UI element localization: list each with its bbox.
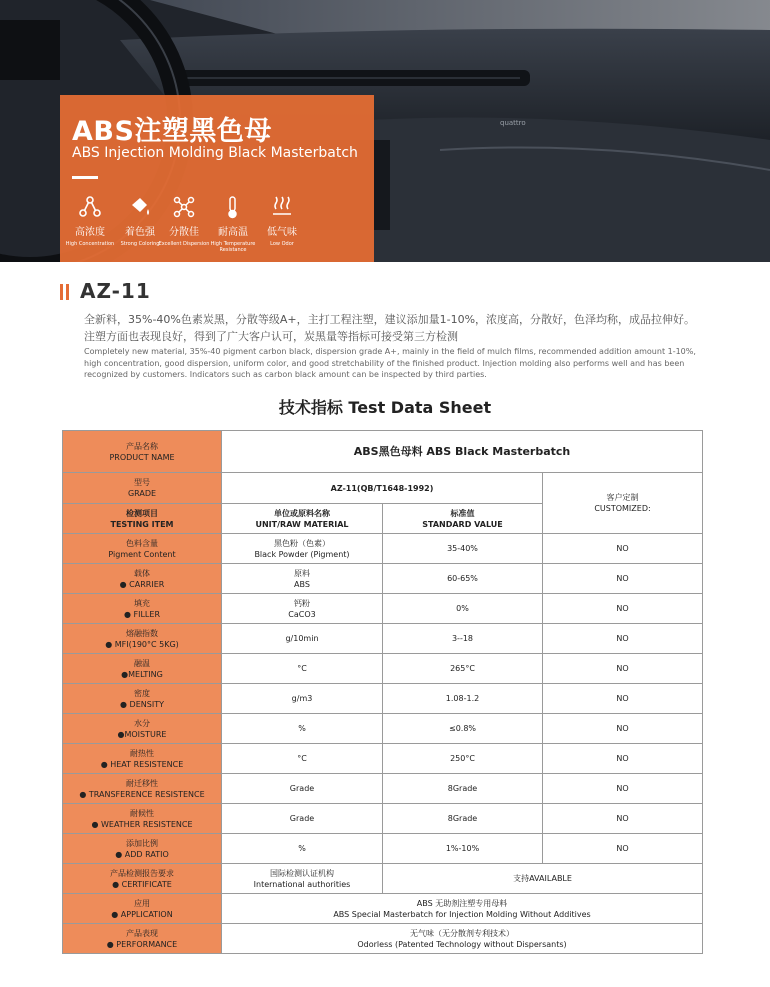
product-model: AZ-11 (80, 279, 151, 303)
standard-header: 标准值 STANDARD VALUE (383, 504, 543, 534)
row-unit: g/10min (222, 624, 383, 654)
row-unit: °C (222, 654, 383, 684)
table-row (63, 473, 703, 504)
row-label: 耐热性 ● HEAT RESISTENCE (63, 744, 222, 774)
table-row (63, 564, 703, 594)
title-panel (60, 95, 374, 262)
row-label: 熔融指数 ● MFI(190°C 5KG) (63, 624, 222, 654)
feature-strong-coloring: 着色强 Strong Coloring (110, 195, 170, 247)
row-standard-value: 35-40% (383, 534, 543, 564)
row-standard-value: 265°C (383, 654, 543, 684)
row-customized-value: NO (543, 774, 703, 804)
table-row (63, 714, 703, 744)
application-label: 应用 ● APPLICATION (63, 894, 222, 924)
dash-badge: quattro (500, 119, 526, 127)
table-row (63, 774, 703, 804)
grade-value: AZ-11(QB/T1648-1992) (222, 473, 543, 504)
table-row (63, 924, 703, 954)
product-name-label: 产品名称 PRODUCT NAME (63, 431, 222, 473)
row-label: 添加比例 ● ADD RATIO (63, 834, 222, 864)
model-marker (60, 284, 63, 300)
row-label: 耐候性 ● WEATHER RESISTENCE (63, 804, 222, 834)
table-row (63, 684, 703, 714)
table-row (63, 834, 703, 864)
table-row (63, 624, 703, 654)
row-customized-value: NO (543, 564, 703, 594)
row-unit: g/m3 (222, 684, 383, 714)
row-customized-value: NO (543, 534, 703, 564)
table-row (63, 864, 703, 894)
row-unit: Grade (222, 774, 383, 804)
hero-banner (0, 0, 770, 262)
sheet-title: 技术指标 Test Data Sheet (278, 398, 492, 417)
low-odor-icon (252, 195, 312, 219)
row-customized-value: NO (543, 804, 703, 834)
feature-low-odor: 低气味 Low Odor (252, 195, 312, 247)
row-unit: 钙粉 CaCO3 (222, 594, 383, 624)
row-label: 水分 ●MOISTURE (63, 714, 222, 744)
spec-rows (63, 534, 703, 864)
row-label: 色料含量 Pigment Content (63, 534, 222, 564)
title-divider (72, 176, 98, 179)
table-row (63, 804, 703, 834)
row-standard-value: 3--18 (383, 624, 543, 654)
row-standard-value: ≤0.8% (383, 714, 543, 744)
testing-item-header: 检测项目 TESTING ITEM (63, 504, 222, 534)
feature-excellent-dispersion: 分散佳 Excellent Dispersion (154, 195, 214, 247)
table-row (63, 894, 703, 924)
table-row (63, 594, 703, 624)
table-row (63, 744, 703, 774)
model-marker-2 (66, 284, 69, 300)
application-value: ABS 无助剂注塑专用母料 ABS Special Masterbatch for Injection Molding Without Additives (222, 894, 703, 924)
product-name-value: ABS黑色母料 ABS Black Masterbatch (222, 431, 703, 473)
row-customized-value: NO (543, 654, 703, 684)
row-standard-value: 250°C (383, 744, 543, 774)
performance-value: 无气味（无分散剂专利技术） Odorless (Patented Technology without Dispersants) (222, 924, 703, 954)
row-standard-value: 8Grade (383, 774, 543, 804)
row-standard-value: 8Grade (383, 804, 543, 834)
row-standard-value: 0% (383, 594, 543, 624)
customized-header: 客户定制 CUSTOMIZED: (543, 473, 703, 534)
row-unit: 原料 ABS (222, 564, 383, 594)
row-unit: 黑色粉（色素） Black Powder (Pigment) (222, 534, 383, 564)
row-label: 载体 ● CARRIER (63, 564, 222, 594)
table-row (63, 654, 703, 684)
table-row (63, 431, 703, 473)
certificate-value: 支持AVAILABLE (383, 864, 703, 894)
description-chinese: 全新料，35%-40%色素炭黑，分散等级A+，主打工程注塑，建议添加量1-10%，浓度高，分散好，色泽均称，成品拉伸好。注塑方面也表现良好，得到了广大客户认可，炭黑量等指标可接受第三方检测 (84, 313, 696, 343)
performance-label: 产品表现 ● PERFORMANCE (63, 924, 222, 954)
row-standard-value: 1.08-1.2 (383, 684, 543, 714)
row-customized-value: NO (543, 744, 703, 774)
row-customized-value: NO (543, 594, 703, 624)
row-standard-value: 1%-10% (383, 834, 543, 864)
row-label: 融温 ●MELTING (63, 654, 222, 684)
row-unit: Grade (222, 804, 383, 834)
hero-subtitle: ABS Injection Molding Black Masterbatch (72, 145, 358, 161)
table-row (63, 534, 703, 564)
row-customized-value: NO (543, 714, 703, 744)
certificate-label: 产品检测报告要求 ● CERTIFICATE (63, 864, 222, 894)
unit-header: 单位或原料名称 UNIT/RAW MATERIAL (222, 504, 383, 534)
row-customized-value: NO (543, 624, 703, 654)
test-data-table (62, 430, 703, 954)
description-english: Completely new material, 35%-40 pigment carbon black, dispersion grade A+, mainly in the field of mulch films, recommended addition amount 1-10%, high concentration, good dispersion, uniform color, and good stretchability of the finished product. Injection molding also performs well and has been recognized by customers. Indicators such as carbon black amount can be inspected by third parties. (84, 347, 696, 379)
row-customized-value: NO (543, 684, 703, 714)
row-label: 耐迁移性 ● TRANSFERENCE RESISTENCE (63, 774, 222, 804)
feature-high-temperature-resistance: 耐高温 High Temperature Resistance (203, 195, 263, 253)
row-customized-value: NO (543, 834, 703, 864)
row-label: 填充 ● FILLER (63, 594, 222, 624)
row-unit: % (222, 834, 383, 864)
grade-label: 型号 GRADE (63, 473, 222, 504)
row-label: 密度 ● DENSITY (63, 684, 222, 714)
row-unit: % (222, 714, 383, 744)
certificate-unit: 国际检测认证机构 International authorities (222, 864, 383, 894)
row-standard-value: 60-65% (383, 564, 543, 594)
feature-high-concentration: 高浓度 High Concentration (60, 195, 120, 247)
hero-title: ABS注塑黑色母 (72, 116, 272, 147)
row-unit: °C (222, 744, 383, 774)
